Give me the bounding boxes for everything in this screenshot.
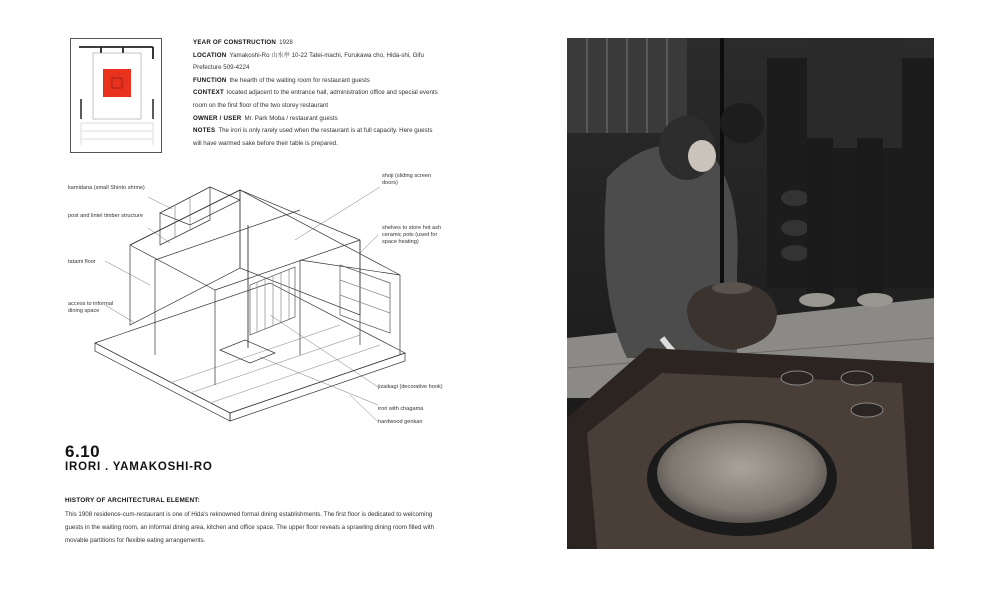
history-text: This 1908 residence-cum-restaurant is one of Hida's reknowned formal dining establishments. The first floor is dedicated to welcoming guests in the waiting room, an informal dining area, kitchen and office space. The upper floor reveals a sprawling dining room filled with movable partitions for flexible eating arrangements. xyxy=(65,511,435,544)
irori-highlight xyxy=(103,69,131,97)
label-genkan: hardwood genkan xyxy=(378,419,423,425)
label-shoji: shoji (sliding screen doors) xyxy=(382,173,432,186)
year-row: YEAR OF CONSTRUCTION 1928 xyxy=(193,39,293,46)
context-row: CONTEXT located adjacent to the entrance hall, administration office and special events room on the first floor of the two storey restaurant xyxy=(193,89,438,109)
label-irori: irori with chagama xyxy=(378,406,424,412)
axonometric-diagram xyxy=(60,165,460,450)
label-shelves: shelves to store hot ash ceramic pots (used for space heating) xyxy=(382,225,442,245)
notes-row: NOTES The irori is only rarely used when the restaurant is at full capacity. Here guests will have warmed sake before their table is prepared. xyxy=(193,127,433,147)
floor-plan-drawing xyxy=(71,39,161,152)
function-row: FUNCTION the hearth of the waiting room for restaurant guests xyxy=(193,76,370,84)
label-post-lintel: post and lintel timber structure xyxy=(68,213,143,219)
label-jizaikagi: jizaikagi (decorative hook) xyxy=(378,384,443,390)
label-access: access to informal dining space xyxy=(68,301,114,314)
floor-plan-thumbnail xyxy=(70,38,162,153)
label-kamidana: kamidana (small Shinto shrine) xyxy=(68,185,145,191)
element-number: 6.10 xyxy=(65,442,101,461)
history-heading: HISTORY OF ARCHITECTURAL ELEMENT: xyxy=(65,497,201,504)
owner-row: OWNER / USER Mr. Park Moba / restaurant guests xyxy=(193,114,338,122)
location-row: LOCATION Yamakoshi-Ro 山水亭 10-22 Tatei-machi, Furukawa cho, Hida-shi, Gifu Prefecture 509-4224 xyxy=(193,51,424,72)
label-tatami: tatami floor xyxy=(68,259,96,265)
element-title: IRORI . YAMAKOSHI-RO xyxy=(65,461,213,473)
photograph-scene xyxy=(567,38,934,549)
element-metadata xyxy=(193,37,438,150)
irori-photograph xyxy=(567,38,934,549)
